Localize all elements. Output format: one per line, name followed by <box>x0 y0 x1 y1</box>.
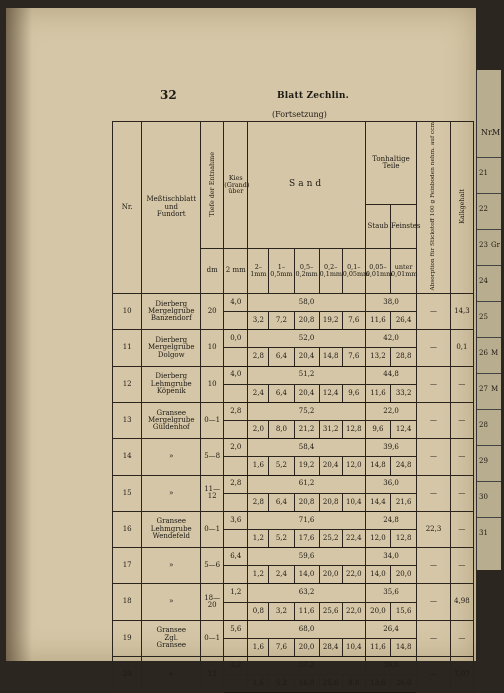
cell-kies-blank <box>224 529 248 547</box>
cell-nr: 18 <box>113 584 142 620</box>
col-header-source: Meßtischblatt und Fundort <box>142 122 201 294</box>
cell-sand-fraction: 25,6 <box>319 602 342 620</box>
cell-tiefe: 12 <box>201 657 224 693</box>
cell-sand-fraction: 19,2 <box>294 457 319 475</box>
cell-sand-fraction: 6,4 <box>269 384 294 402</box>
col-header-staub-range: 0,05– 0,01mm <box>365 248 390 293</box>
cell-tiefe: 0—1 <box>201 511 224 547</box>
cell-kalk: — <box>450 548 473 584</box>
cell-kies-blank <box>224 421 248 439</box>
cell-feinstes: 12,8 <box>391 529 417 547</box>
cell-kies-blank <box>224 566 248 584</box>
table-row-totals <box>113 475 474 493</box>
cell-sand-fraction: 11,6 <box>294 602 319 620</box>
cell-sand-fraction: 2,8 <box>248 348 269 366</box>
cell-ton-total: 26,4 <box>365 620 416 638</box>
col-header-sand-fraction: 0,1– 0,05mm <box>342 248 365 293</box>
cell-tiefe: 11—12 <box>201 475 224 511</box>
cell-sand-fraction: 22,0 <box>342 566 365 584</box>
cell-absorption: — <box>417 293 451 329</box>
cell-fundort: Gransee Lehmgrube Wendefeld <box>142 511 201 547</box>
cell-kalk: — <box>450 475 473 511</box>
cell-kies-blank <box>224 312 248 330</box>
cell-sand-total: 71,6 <box>248 511 365 529</box>
cell-kalk: 7,07 <box>450 657 473 693</box>
cell-sand-total: 63,2 <box>248 584 365 602</box>
adjacent-row-divider <box>477 445 501 446</box>
cell-sand-total: 58,0 <box>248 293 365 311</box>
cell-nr: 19 <box>113 620 142 656</box>
cell-sand-fraction: 20,0 <box>294 638 319 656</box>
cell-staub: 14,4 <box>365 493 390 511</box>
cell-kalk: — <box>450 402 473 438</box>
cell-staub: 20,0 <box>365 602 390 620</box>
adjacent-row-divider <box>477 409 501 410</box>
cell-staub: 11,6 <box>365 638 390 656</box>
cell-sand-fraction: 22,0 <box>342 602 365 620</box>
cell-sand-total: 52,0 <box>248 330 365 348</box>
cell-kies: 4,0 <box>224 366 248 384</box>
cell-tiefe: 5—6 <box>201 548 224 584</box>
cell-absorption: — <box>417 366 451 402</box>
cell-fundort: Dierberg Mergelgrube Banzendorf <box>142 293 201 329</box>
adjacent-row-divider <box>477 157 501 158</box>
page-binding-shadow <box>6 8 32 661</box>
table-row-totals <box>113 620 474 638</box>
cell-ton-total: 34,0 <box>365 548 416 566</box>
cell-tiefe: 18—20 <box>201 584 224 620</box>
cell-nr: 12 <box>113 366 142 402</box>
cell-kies: 1,2 <box>224 584 248 602</box>
cell-sand-fraction: 0,8 <box>248 602 269 620</box>
cell-sand-total: 68,0 <box>248 620 365 638</box>
cell-sand-total: 58,4 <box>248 439 365 457</box>
cell-sand-fraction: 7,6 <box>342 312 365 330</box>
cell-sand-fraction: 12,8 <box>342 421 365 439</box>
cell-tiefe: 10 <box>201 330 224 366</box>
adjacent-row-fragment: M <box>491 349 499 357</box>
cell-feinstes: 15,6 <box>391 602 417 620</box>
cell-feinstes: 26,0 <box>391 675 417 693</box>
col-header-depth-unit: dm <box>201 248 224 293</box>
cell-feinstes: 24,8 <box>391 457 417 475</box>
cell-sand-fraction: 7,6 <box>342 348 365 366</box>
cell-ton-total: 36,0 <box>365 475 416 493</box>
cell-sand-fraction: 1,2 <box>248 566 269 584</box>
cell-sand-fraction: 10,4 <box>342 493 365 511</box>
cell-sand-fraction: 16,0 <box>294 675 319 693</box>
cell-kalk: — <box>450 620 473 656</box>
cell-sand-fraction: 7,2 <box>269 312 294 330</box>
cell-feinstes: 21,6 <box>391 493 417 511</box>
cell-sand-fraction: 5,2 <box>269 457 294 475</box>
adjacent-row-divider <box>477 337 501 338</box>
cell-nr: 10 <box>113 293 142 329</box>
cell-staub: 13,6 <box>365 675 390 693</box>
cell-sand-fraction: 5,2 <box>269 675 294 693</box>
cell-kies-blank <box>224 602 248 620</box>
adjacent-row-number: 25 <box>479 313 488 321</box>
cell-kies: 3,6 <box>224 511 248 529</box>
cell-sand-fraction: 19,2 <box>319 312 342 330</box>
table-row-totals <box>113 511 474 529</box>
cell-sand-fraction: 20,8 <box>294 493 319 511</box>
table-row-totals <box>113 657 474 675</box>
page-number: 32 <box>160 88 177 102</box>
cell-sand-total: 57,2 <box>248 657 365 675</box>
cell-sand-fraction: 28,4 <box>319 638 342 656</box>
cell-sand-fraction: 17,6 <box>294 529 319 547</box>
cell-sand-total: 51,2 <box>248 366 365 384</box>
cell-feinstes: 14,8 <box>391 638 417 656</box>
cell-fundort: » <box>142 657 201 693</box>
cell-sand-fraction: 22,4 <box>342 529 365 547</box>
cell-kalk: 14,3 <box>450 293 473 329</box>
cell-sand-fraction: 9,6 <box>342 384 365 402</box>
cell-sand-fraction: 1,2 <box>248 529 269 547</box>
adjacent-row-number: 23 <box>479 241 488 249</box>
cell-kies: 2,8 <box>224 475 248 493</box>
adjacent-row-number: 21 <box>479 169 488 177</box>
adjacent-row-fragment: M <box>491 385 499 393</box>
cell-staub: 9,6 <box>365 421 390 439</box>
cell-absorption: — <box>417 548 451 584</box>
cell-sand-fraction: 21,2 <box>294 421 319 439</box>
cell-absorption: — <box>417 330 451 366</box>
cell-sand-fraction: 6,4 <box>269 348 294 366</box>
cell-tiefe: 10 <box>201 366 224 402</box>
adjacent-row-number: 24 <box>479 277 488 285</box>
adjacent-row-divider <box>477 193 501 194</box>
cell-kalk: — <box>450 366 473 402</box>
cell-tiefe: 0—1 <box>201 402 224 438</box>
cell-absorption: — <box>417 475 451 511</box>
cell-feinstes: 20,0 <box>391 566 417 584</box>
col-header-sand-fraction: 1– 0,5mm <box>269 248 294 293</box>
cell-feinstes: 26,4 <box>391 312 417 330</box>
cell-feinstes: 12,4 <box>391 421 417 439</box>
cell-ton-total: 22,0 <box>365 402 416 420</box>
cell-staub: 12,0 <box>365 529 390 547</box>
cell-sand-fraction: 20,4 <box>294 384 319 402</box>
adjacent-row-number: 22 <box>479 205 488 213</box>
adjacent-row-number: 29 <box>479 457 488 465</box>
table-row-totals <box>113 584 474 602</box>
cell-fundort: Dierberg Lehmgrube Köpenik <box>142 366 201 402</box>
adjacent-row-divider <box>477 517 501 518</box>
cell-sand-fraction: 20,8 <box>319 493 342 511</box>
cell-sand-fraction: 5,2 <box>269 529 294 547</box>
cell-kalk: — <box>450 511 473 547</box>
col-header-feinstes-range: unter 0,01mm <box>391 248 417 293</box>
adjacent-row-divider <box>477 265 501 266</box>
cell-sand-fraction: 3,2 <box>248 312 269 330</box>
adjacent-row-number: 26 <box>479 349 488 357</box>
adjacent-row-number: 27 <box>479 385 488 393</box>
cell-absorption: — <box>417 620 451 656</box>
cell-sand-fraction: 8,0 <box>269 421 294 439</box>
cell-kies-blank <box>224 384 248 402</box>
cell-kies-blank <box>224 493 248 511</box>
adjacent-row-divider <box>477 301 501 302</box>
cell-sand-fraction: 1,6 <box>248 638 269 656</box>
cell-ton-total: 42,0 <box>365 330 416 348</box>
table-row-totals <box>113 439 474 457</box>
cell-sand-fraction: 25,6 <box>319 675 342 693</box>
cell-kalk: 0,1 <box>450 330 473 366</box>
cell-sand-fraction: 20,8 <box>294 312 319 330</box>
cell-staub: 13,2 <box>365 348 390 366</box>
cell-sand-total: 59,6 <box>248 548 365 566</box>
cell-staub: 14,0 <box>365 566 390 584</box>
cell-kies: 4,0 <box>224 293 248 311</box>
table-row-totals <box>113 402 474 420</box>
cell-absorption: — <box>417 584 451 620</box>
cell-staub: 14,8 <box>365 457 390 475</box>
cell-fundort: » <box>142 439 201 475</box>
cell-kies: 6,4 <box>224 548 248 566</box>
cell-fundort: Gransee Mergelgrube Güldenhof <box>142 402 201 438</box>
cell-sand-fraction: 3,2 <box>269 602 294 620</box>
cell-sand-fraction: 20,4 <box>319 457 342 475</box>
table-row-totals <box>113 330 474 348</box>
col-header-sand-fraction: 2– 1mm <box>248 248 269 293</box>
cell-feinstes: 33,2 <box>391 384 417 402</box>
cell-sand-fraction: 20,0 <box>319 566 342 584</box>
cell-absorption: — <box>417 439 451 475</box>
col-header-absorption: Absorption für Stickstoff 100 g Feinboden nehm. auf ccm <box>417 122 451 294</box>
cell-nr: 15 <box>113 475 142 511</box>
cell-sand-fraction: 14,0 <box>294 566 319 584</box>
adjacent-row-number: 28 <box>479 421 488 429</box>
table-row-totals <box>113 366 474 384</box>
cell-nr: 17 <box>113 548 142 584</box>
cell-sand-fraction: 25,2 <box>319 529 342 547</box>
cell-fundort: Gransee Zgl. Gransee <box>142 620 201 656</box>
cell-nr: 11 <box>113 330 142 366</box>
adjacent-row-number: 31 <box>479 529 488 537</box>
cell-tiefe: 5—8 <box>201 439 224 475</box>
cell-sand-fraction: 2,4 <box>248 384 269 402</box>
cell-kies: 0,0 <box>224 330 248 348</box>
cell-nr: 16 <box>113 511 142 547</box>
cell-ton-total: 44,8 <box>365 366 416 384</box>
adjacent-row-fragment: Gr <box>491 241 500 249</box>
cell-kies-blank <box>224 675 248 693</box>
adjacent-row-divider <box>477 373 501 374</box>
adjacent-row-number: 30 <box>479 493 488 501</box>
cell-absorption: — <box>417 657 451 693</box>
cell-nr: 20 <box>113 657 142 693</box>
cell-kalk: 4,98 <box>450 584 473 620</box>
cell-sand-fraction: 1,6 <box>248 457 269 475</box>
cell-sand-total: 75,2 <box>248 402 365 420</box>
cell-sand-fraction: 7,6 <box>269 638 294 656</box>
cell-feinstes: 28,8 <box>391 348 417 366</box>
cell-sand-total: 61,2 <box>248 475 365 493</box>
cell-absorption: — <box>417 402 451 438</box>
table-body <box>113 293 474 693</box>
cell-sand-fraction: 8,8 <box>342 675 365 693</box>
table-row-totals <box>113 293 474 311</box>
col-header-sand-fraction: 0,5– 0,2mm <box>294 248 319 293</box>
cell-fundort: » <box>142 475 201 511</box>
cell-nr: 13 <box>113 402 142 438</box>
cell-ton-total: 39,6 <box>365 657 416 675</box>
table-row-totals <box>113 548 474 566</box>
cell-ton-total: 38,0 <box>365 293 416 311</box>
adjacent-header: Nr. <box>481 128 494 137</box>
col-header-feinstes: Feinstes <box>391 205 417 249</box>
cell-sand-fraction: 2,4 <box>269 566 294 584</box>
cell-fundort: » <box>142 584 201 620</box>
cell-kies: 2,0 <box>224 439 248 457</box>
col-header-kalk: Kalkgehalt <box>450 122 473 294</box>
cell-sand-fraction: 20,4 <box>294 348 319 366</box>
col-header-nr: Nr. <box>113 122 142 294</box>
cell-kies: 2,8 <box>224 402 248 420</box>
col-header-sand-fraction: 0,2– 0,1mm <box>319 248 342 293</box>
cell-kies-blank <box>224 638 248 656</box>
cell-nr: 14 <box>113 439 142 475</box>
cell-sand-fraction: 10,4 <box>342 638 365 656</box>
cell-sand-fraction: 14,8 <box>319 348 342 366</box>
col-header-depth: Tiefe der Entnahme <box>201 122 224 249</box>
cell-kies: 5,6 <box>224 620 248 638</box>
adjacent-row-divider <box>477 481 501 482</box>
cell-fundort: » <box>142 548 201 584</box>
cell-ton-total: 24,8 <box>365 511 416 529</box>
cell-kalk: — <box>450 439 473 475</box>
cell-kies-blank <box>224 457 248 475</box>
cell-staub: 11,6 <box>365 312 390 330</box>
cell-sand-fraction: 2,0 <box>248 421 269 439</box>
soil-analysis-table <box>112 121 474 693</box>
cell-tiefe: 0—1 <box>201 620 224 656</box>
cell-sand-fraction: 12,4 <box>319 384 342 402</box>
cell-sand-fraction: 31,2 <box>319 421 342 439</box>
cell-fundort: Dierberg Mergelgrube Dolgow <box>142 330 201 366</box>
col-header-kies: Kies (Grand) über <box>224 122 248 249</box>
cell-sand-fraction: 1,6 <box>248 675 269 693</box>
adjacent-row-divider <box>477 229 501 230</box>
col-header-kies-unit: 2 mm <box>224 248 248 293</box>
col-header-tonhaltige: Tonhaltige Teile <box>365 122 416 205</box>
running-head: Blatt Zechlin. <box>277 91 349 101</box>
adjacent-header-fragment: M <box>492 128 501 137</box>
continuation-note: (Fortsetzung) <box>272 110 327 119</box>
cell-kies: 3,2 <box>224 657 248 675</box>
cell-sand-fraction: 6,4 <box>269 493 294 511</box>
cell-tiefe: 20 <box>201 293 224 329</box>
col-header-staub: Staub <box>365 205 390 249</box>
cell-sand-fraction: 2,8 <box>248 493 269 511</box>
col-header-sand: Sand <box>248 122 365 249</box>
cell-ton-total: 35,6 <box>365 584 416 602</box>
cell-kies-blank <box>224 348 248 366</box>
cell-ton-total: 39,6 <box>365 439 416 457</box>
cell-absorption: 22,3 <box>417 511 451 547</box>
adjacent-page-strip <box>476 70 501 570</box>
cell-staub: 11,6 <box>365 384 390 402</box>
cell-sand-fraction: 12,0 <box>342 457 365 475</box>
